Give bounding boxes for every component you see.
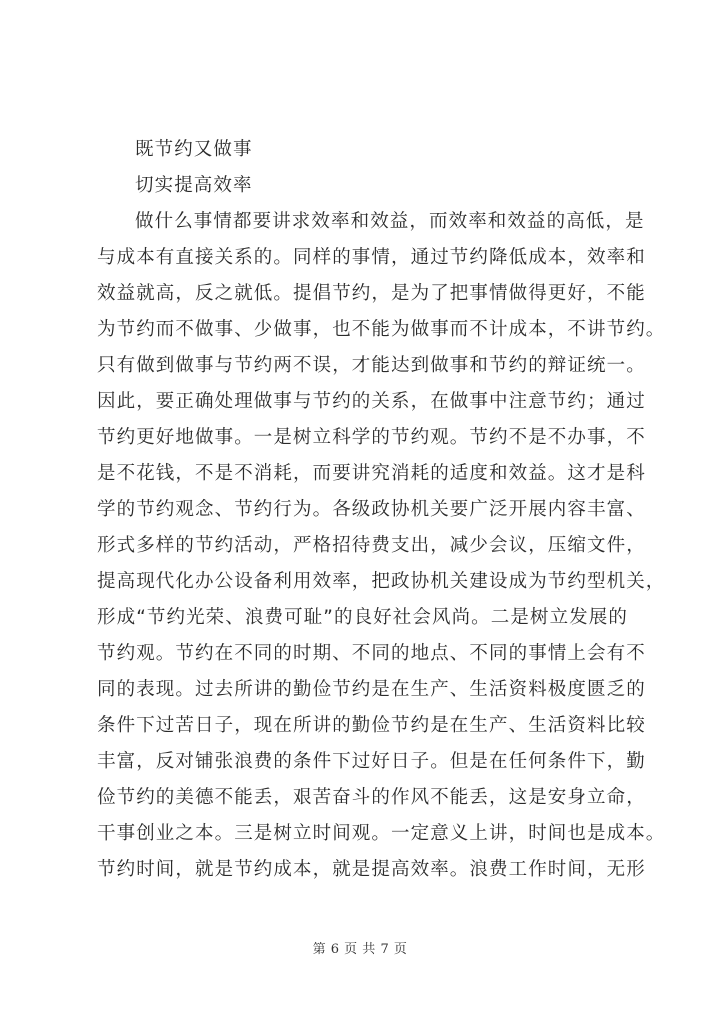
paragraph-line: 俭节约的美德不能丢，艰苦奋斗的作风不能丢，这是安身立命， [97, 787, 646, 808]
paragraph-line: 为节约而不做事、少做事，也不能为做事而不计成本，不讲节约。 [97, 319, 666, 340]
paragraph-line: 节约时间，就是节约成本，就是提高效率。浪费工作时间，无形 [97, 859, 646, 880]
paragraph-line: 做什么事情都要讲求效率和效益，而效率和效益的高低，是 [135, 211, 645, 232]
paragraph-line: 提高现代化办公设备利用效率，把政协机关建设成为节约型机关， [97, 571, 666, 592]
paragraph-line: 形成“节约光荣、浪费可耻”的良好社会风尚。二是树立发展的 [97, 607, 628, 628]
paragraph-line: 条件下过苦日子，现在所讲的勤俭节约是在生产、生活资料比较 [97, 715, 646, 736]
paragraph-line: 节约观。节约在不同的时期、不同的地点、不同的事情上会有不 [97, 643, 646, 664]
paragraph-line: 干事创业之本。三是树立时间观。一定意义上讲，时间也是成本。 [97, 823, 666, 844]
paragraph-line: 只有做到做事与节约两不误，才能达到做事和节约的辩证统一。 [97, 355, 646, 376]
paragraph-line: 效益就高，反之就低。提倡节约，是为了把事情做得更好，不能 [97, 283, 646, 304]
paragraph-line: 同的表现。过去所讲的勤俭节约是在生产、生活资料极度匮乏的 [97, 679, 646, 700]
heading-line: 既节约又做事 [135, 139, 253, 160]
paragraph-line: 丰富，反对铺张浪费的条件下过好日子。但是在任何条件下，勤 [97, 751, 646, 772]
paragraph-line: 与成本有直接关系的。同样的事情，通过节约降低成本，效率和 [97, 247, 646, 268]
paragraph-line: 因此，要正确处理做事与节约的关系，在做事中注意节约；通过 [97, 391, 646, 412]
paragraph-line: 形式多样的节约活动，严格招待费支出，减少会议，压缩文件， [97, 535, 646, 556]
heading-line: 切实提高效率 [135, 175, 253, 196]
paragraph-line: 是不花钱，不是不消耗，而要讲究消耗的适度和效益。这才是科 [97, 463, 646, 484]
paragraph-line: 节约更好地做事。一是树立科学的节约观。节约不是不办事，不 [97, 427, 646, 448]
document-body [97, 132, 666, 888]
paragraph-line: 学的节约观念、节约行为。各级政协机关要广泛开展内容丰富、 [97, 499, 646, 520]
page-number-footer: 第 6 页 共 7 页 [312, 942, 408, 957]
